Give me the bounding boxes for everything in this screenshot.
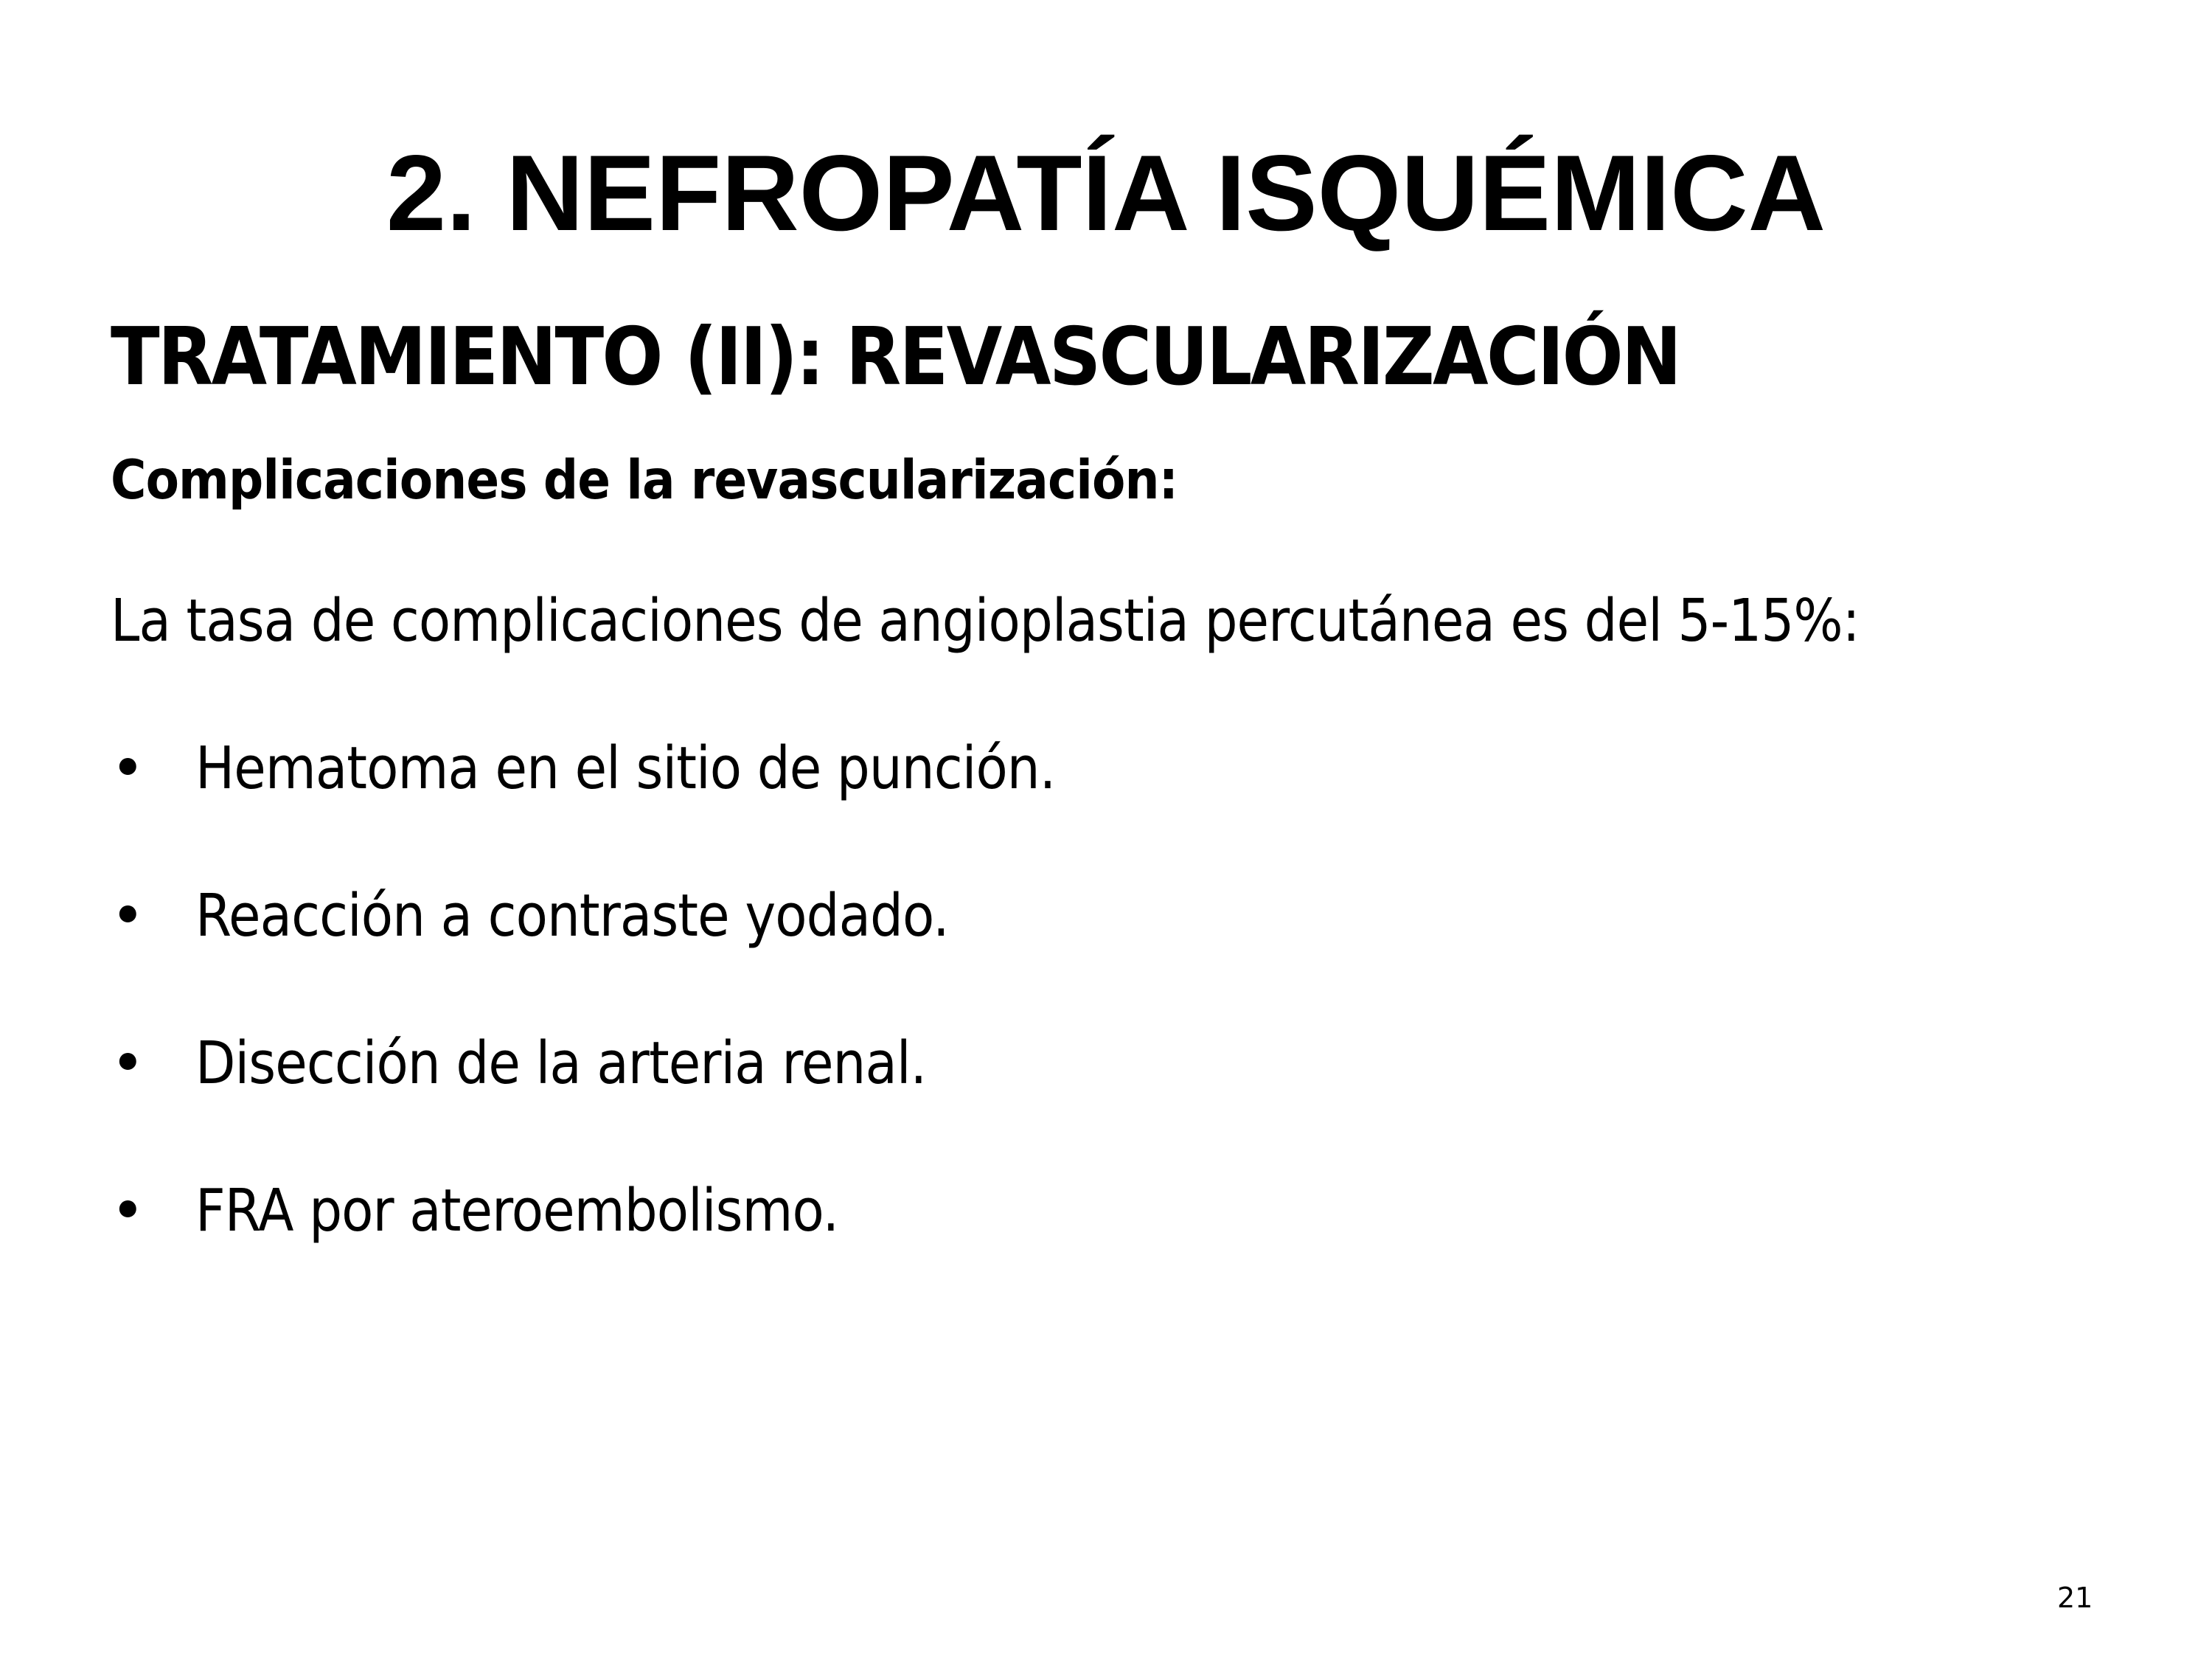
bullet-icon: • (111, 734, 145, 802)
slide-subtitle: TRATAMIENTO (II): REVASCULARIZACIÓN (111, 311, 1680, 403)
bullet-text: FRA por ateroembolismo. (195, 1177, 839, 1245)
bullet-text: Reacción a contraste yodado. (195, 882, 949, 950)
bullet-icon: • (111, 882, 145, 950)
slide-title: 2. NEFROPATÍA ISQUÉMICA (386, 133, 1826, 253)
bullet-icon: • (111, 1029, 145, 1097)
section-heading: Complicaciones de la revascularización: (111, 449, 1178, 512)
intro-text: La tasa de complicaciones de angioplastia percutánea es del 5-15%: (111, 587, 1860, 655)
bullet-text: Hematoma en el sitio de punción. (195, 734, 1056, 802)
page-number: 21 (2057, 1582, 2093, 1614)
bullet-text: Disección de la arteria renal. (195, 1029, 927, 1097)
bullet-icon: • (111, 1177, 145, 1245)
